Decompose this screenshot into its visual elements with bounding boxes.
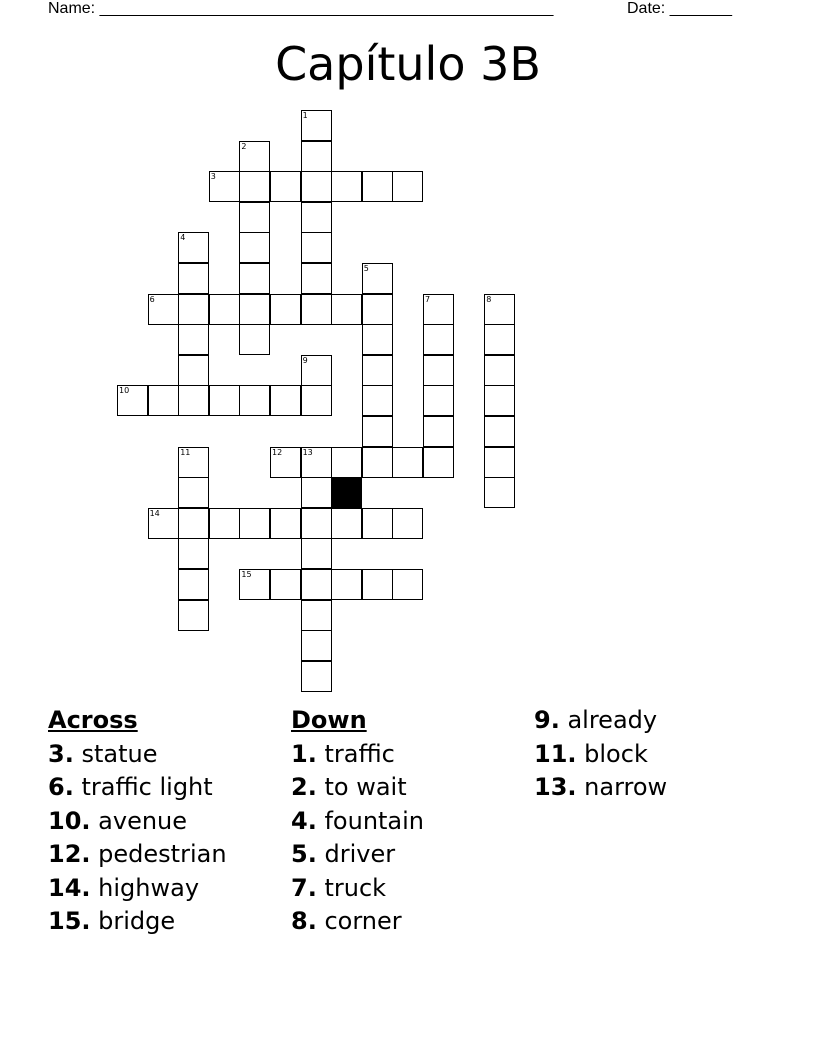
clue-number: 3. <box>48 739 74 768</box>
down-clue <box>291 805 424 839</box>
grid-cell[interactable] <box>484 477 515 508</box>
clue-number: 13. <box>534 773 577 801</box>
grid-cell[interactable] <box>270 171 301 202</box>
grid-cell[interactable] <box>178 294 209 325</box>
clue-number-label: 5 <box>363 264 369 273</box>
across-clues-column <box>48 704 227 939</box>
down-clue <box>534 771 667 805</box>
clue-text: avenue <box>98 806 188 835</box>
grid-cell[interactable] <box>362 385 393 416</box>
grid-cell[interactable] <box>239 569 270 600</box>
down-clues-column <box>291 704 424 939</box>
grid-cell[interactable] <box>301 477 332 508</box>
grid-cell[interactable] <box>209 385 240 416</box>
clue-number: 5. <box>291 840 317 868</box>
clue-text: narrow <box>584 773 668 801</box>
grid-cell[interactable] <box>484 294 515 325</box>
down-heading: Down <box>291 706 367 734</box>
clue-number: 9. <box>534 706 560 734</box>
clue-text: traffic light <box>81 773 213 801</box>
grid-cell[interactable] <box>301 355 332 386</box>
grid-cell[interactable] <box>178 447 209 478</box>
grid-cell[interactable] <box>423 385 454 416</box>
clue-number: 2. <box>291 773 317 801</box>
clue-text: driver <box>324 840 396 868</box>
grid-cell[interactable] <box>301 447 332 478</box>
across-clue <box>48 738 227 772</box>
across-clue <box>48 872 227 906</box>
clue-number-label: 13 <box>302 447 313 457</box>
clue-number: 12. <box>48 840 91 868</box>
clue-text: to wait <box>324 773 407 801</box>
clue-text: pedestrian <box>98 840 227 868</box>
grid-cell[interactable] <box>270 294 301 325</box>
grid-cell[interactable] <box>331 294 362 325</box>
grid-cell[interactable] <box>178 538 209 569</box>
grid-cell[interactable] <box>270 569 301 600</box>
clue-number: 10. <box>48 806 91 835</box>
grid-cell[interactable] <box>178 600 209 631</box>
clue-text: block <box>584 739 648 768</box>
grid-cell[interactable] <box>423 324 454 355</box>
across-clue <box>48 905 227 939</box>
blocked-cell <box>331 477 362 508</box>
clue-text: traffic <box>324 739 395 768</box>
clue-number-label: 4 <box>180 233 186 243</box>
grid-cell[interactable] <box>209 294 240 325</box>
grid-cell[interactable] <box>301 141 332 172</box>
grid-cell[interactable] <box>423 294 454 325</box>
grid-cell[interactable] <box>331 569 362 600</box>
clue-number-label: 6 <box>149 294 155 304</box>
page-title: Capítulo 3B <box>275 37 541 91</box>
clue-text: corner <box>324 907 402 935</box>
grid-cell[interactable] <box>362 447 393 478</box>
grid-cell[interactable] <box>392 569 423 600</box>
grid-cell[interactable] <box>392 171 423 202</box>
grid-cell[interactable] <box>178 355 209 386</box>
grid-cell[interactable] <box>270 508 301 539</box>
down-clue <box>291 838 424 872</box>
clue-number-label: 3 <box>210 172 216 182</box>
clue-number: 4. <box>291 806 317 835</box>
grid-cell[interactable] <box>301 538 332 569</box>
grid-cell[interactable] <box>301 569 332 600</box>
grid-cell[interactable] <box>148 385 179 416</box>
grid-cell[interactable] <box>301 508 332 539</box>
grid-cell[interactable] <box>178 324 209 355</box>
grid-cell[interactable] <box>239 263 270 294</box>
grid-cell[interactable] <box>270 447 301 478</box>
grid-cell[interactable] <box>178 263 209 294</box>
clue-number-label: 15 <box>241 570 252 579</box>
grid-cell[interactable] <box>362 171 393 202</box>
grid-cell[interactable] <box>239 294 270 325</box>
grid-cell[interactable] <box>331 171 362 202</box>
grid-cell[interactable] <box>178 569 209 600</box>
grid-cell[interactable] <box>301 202 332 233</box>
grid-cell[interactable] <box>117 385 148 416</box>
clue-text: fountain <box>324 806 425 835</box>
name-field-label[interactable]: Name: ___________________________________________________ <box>48 0 554 17</box>
grid-cell[interactable] <box>239 232 270 263</box>
grid-cell[interactable] <box>392 508 423 539</box>
clue-number-label: 8 <box>486 294 492 304</box>
grid-cell[interactable] <box>239 171 270 202</box>
clue-number: 1. <box>291 739 317 768</box>
date-field-label[interactable]: Date: _______ <box>627 0 732 17</box>
grid-cell[interactable] <box>239 324 270 355</box>
grid-cell[interactable] <box>239 385 270 416</box>
grid-cell[interactable] <box>362 324 393 355</box>
grid-cell[interactable] <box>301 171 332 202</box>
clue-number-label: 7 <box>425 294 431 304</box>
down-clue <box>291 872 424 906</box>
grid-cell[interactable] <box>301 600 332 631</box>
grid-cell[interactable] <box>301 232 332 263</box>
grid-cell[interactable] <box>423 416 454 447</box>
grid-cell[interactable] <box>301 110 332 141</box>
clue-text: truck <box>324 873 387 902</box>
down-clue <box>534 704 667 738</box>
grid-cell[interactable] <box>423 447 454 478</box>
grid-cell[interactable] <box>423 355 454 386</box>
grid-cell[interactable] <box>178 477 209 508</box>
clue-number: 7. <box>291 873 317 902</box>
grid-cell[interactable] <box>148 294 179 325</box>
down-clue <box>291 905 424 939</box>
grid-cell[interactable] <box>392 447 423 478</box>
grid-cell[interactable] <box>362 416 393 447</box>
grid-cell[interactable] <box>484 324 515 355</box>
grid-cell[interactable] <box>178 508 209 539</box>
clue-number-label: 2 <box>241 141 247 151</box>
grid-cell[interactable] <box>148 508 179 539</box>
grid-cell[interactable] <box>301 385 332 416</box>
down-clue <box>291 738 424 772</box>
across-heading: Across <box>48 706 138 734</box>
grid-cell[interactable] <box>301 263 332 294</box>
grid-cell[interactable] <box>178 385 209 416</box>
clue-number-label: 14 <box>149 508 160 518</box>
clue-number: 8. <box>291 907 317 935</box>
clue-text: statue <box>81 739 158 768</box>
grid-cell[interactable] <box>484 416 515 447</box>
clue-number: 11. <box>534 739 577 768</box>
across-clue <box>48 838 227 872</box>
clue-text: bridge <box>98 907 176 935</box>
grid-cell[interactable] <box>270 385 301 416</box>
clue-number-label: 1 <box>302 111 308 120</box>
grid-cell[interactable] <box>362 294 393 325</box>
clue-number-label: 12 <box>272 447 283 457</box>
grid-cell[interactable] <box>209 508 240 539</box>
down-clues-continued-column <box>534 704 667 805</box>
grid-cell[interactable] <box>362 569 393 600</box>
down-clue <box>534 738 667 772</box>
grid-cell[interactable] <box>484 447 515 478</box>
across-clue <box>48 805 227 839</box>
clue-text: already <box>567 706 658 734</box>
grid-cell[interactable] <box>178 232 209 263</box>
grid-cell[interactable] <box>239 141 270 172</box>
grid-cell[interactable] <box>301 294 332 325</box>
clue-text: highway <box>98 873 200 902</box>
grid-cell[interactable] <box>239 508 270 539</box>
clue-number-label: 11 <box>180 447 191 457</box>
clue-number: 14. <box>48 873 91 902</box>
grid-cell[interactable] <box>484 385 515 416</box>
grid-cell[interactable] <box>301 661 332 692</box>
clue-number-label: 10 <box>119 386 130 396</box>
grid-cell[interactable] <box>239 202 270 233</box>
grid-cell[interactable] <box>331 508 362 539</box>
grid-cell[interactable] <box>484 355 515 386</box>
clue-number: 6. <box>48 773 74 801</box>
grid-cell[interactable] <box>362 263 393 294</box>
grid-cell[interactable] <box>301 630 332 661</box>
clue-number-label: 9 <box>302 355 308 365</box>
grid-cell[interactable] <box>209 171 240 202</box>
across-clue <box>48 771 227 805</box>
grid-cell[interactable] <box>331 447 362 478</box>
grid-cell[interactable] <box>362 355 393 386</box>
grid-cell[interactable] <box>362 508 393 539</box>
down-clue <box>291 771 424 805</box>
clue-number: 15. <box>48 907 91 935</box>
